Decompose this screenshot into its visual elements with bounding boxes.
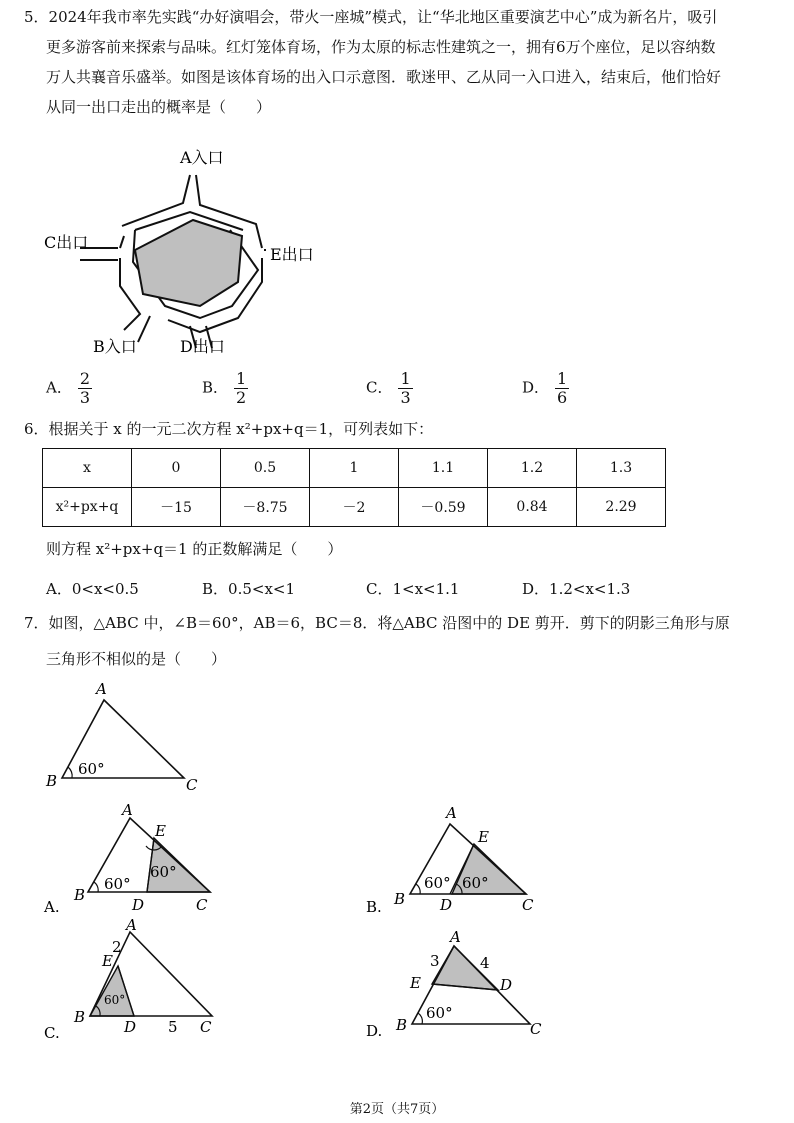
fraction-numerator: 2 <box>79 369 91 388</box>
option-letter: A． <box>46 378 72 397</box>
table-cell: 0 <box>132 449 221 488</box>
q5-line-1: 5．2024年我市率先实践“办好演唱会，带火一座城”模式，让“华北地区重要演艺中心”成为新名片，吸引 <box>24 8 718 26</box>
label-b-entrance: B入口 <box>93 337 137 356</box>
option-letter: D. <box>366 1022 383 1040</box>
q6-option-a[interactable]: A．0<x<0.5 <box>46 580 139 598</box>
vertex-d: D <box>124 1018 137 1036</box>
table-cell: 0.84 <box>488 488 577 527</box>
table-cell: 2.29 <box>577 488 666 527</box>
label-a-entrance: A入口 <box>180 148 224 167</box>
vertex-b: B <box>74 1008 86 1026</box>
figure-option-a[interactable] <box>43 801 210 916</box>
q6-question: 则方程 x²+px+q＝1 的正数解满足（ ） <box>46 540 343 558</box>
angle-label: 60° <box>424 874 451 892</box>
option-letter: A. <box>44 898 60 916</box>
vertex-e: E <box>478 828 489 846</box>
q6-option-b[interactable]: B．0.5<x<1 <box>202 580 296 598</box>
vertex-a: A <box>126 916 137 934</box>
table-cell: x <box>43 449 132 488</box>
option-letter: C． <box>366 378 393 397</box>
q5-line-3: 万人共襄音乐盛举。如图是该体育场的出入口示意图．歌迷甲、乙从同一入口进入，结束后，他们恰好 <box>46 68 722 86</box>
fraction-numerator: 1 <box>236 369 247 388</box>
figure-option-c[interactable] <box>44 916 212 1042</box>
length-label: 4 <box>480 954 490 972</box>
option-letter: B． <box>202 378 229 397</box>
q5-line-4: 从同一出口走出的概率是（ ） <box>46 98 272 116</box>
q6-stem: 6．根据关于 x 的一元二次方程 x²+px+q＝1，可列表如下： <box>24 420 434 438</box>
vertex-b: B <box>74 886 86 904</box>
length-label: 3 <box>430 952 440 970</box>
table-cell: －2 <box>310 488 399 527</box>
q7-line-1: 7．如图，△ABC 中，∠B＝60°，AB＝6，BC＝8．将△ABC 沿图中的 DE 剪开．剪下的阴影三角形与原 <box>24 614 730 632</box>
vertex-d: D <box>440 896 453 914</box>
table-cell: 1 <box>310 449 399 488</box>
vertex-c: C <box>186 776 198 794</box>
fraction-numerator: 1 <box>557 369 568 388</box>
angle-label: 60° <box>104 875 131 893</box>
vertex-d: D <box>132 896 145 914</box>
option-letter: C. <box>44 1024 60 1042</box>
table-cell: 0.5 <box>221 449 310 488</box>
q6-option-c[interactable]: C．1<x<1.1 <box>366 580 460 598</box>
table-cell: 1.1 <box>399 449 488 488</box>
page-footer: 第2页（共7页） <box>349 1102 445 1117</box>
vertex-e: E <box>410 974 421 992</box>
angle-label: 60° <box>150 863 177 881</box>
angle-label: 60° <box>462 874 489 892</box>
fraction-denominator: 2 <box>236 388 247 407</box>
vertex-e: E <box>102 952 113 970</box>
table-cell: －0.59 <box>399 488 488 527</box>
vertex-c: C <box>200 1018 212 1036</box>
option-letter: B. <box>366 898 382 916</box>
q7-line-2: 三角形不相似的是（ ） <box>46 650 227 668</box>
vertex-a: A <box>450 928 461 946</box>
label-d-exit: D出口 <box>180 337 225 356</box>
vertex-a: A <box>122 801 133 819</box>
table-cell: x²+px+q <box>43 488 132 527</box>
angle-label: 60° <box>104 993 126 1007</box>
table-cell: 1.2 <box>488 449 577 488</box>
vertex-c: C <box>530 1020 542 1038</box>
vertex-b: B <box>394 890 406 908</box>
fraction-denominator: 3 <box>79 388 91 407</box>
table-cell: －8.75 <box>221 488 310 527</box>
vertex-c: C <box>196 896 208 914</box>
label-c-exit: C出口 <box>44 233 89 252</box>
vertex-b: B <box>396 1016 408 1034</box>
table-cell: 1.3 <box>577 449 666 488</box>
q6-option-d[interactable]: D．1.2<x<1.3 <box>522 580 631 598</box>
fraction-numerator: 1 <box>400 369 411 388</box>
vertex-c: C <box>522 896 534 914</box>
vertex-e: E <box>155 822 166 840</box>
vertex-d: D <box>500 976 513 994</box>
label-e-exit: E出口 <box>270 245 314 264</box>
fraction-denominator: 3 <box>400 388 411 407</box>
figure-option-d[interactable] <box>366 928 542 1040</box>
q5-line-2: 更多游客前来探索与品味。红灯笼体育场，作为太原的标志性建筑之一，拥有6万个座位，足以容纳数 <box>46 38 716 56</box>
length-label: 2 <box>112 938 122 956</box>
fraction-denominator: 6 <box>557 388 568 407</box>
vertex-a: A <box>446 804 457 822</box>
figure-option-b[interactable] <box>366 804 534 916</box>
vertex-a: A <box>96 680 107 698</box>
angle-label: 60° <box>78 760 105 778</box>
vertex-b: B <box>46 772 58 790</box>
length-label: 5 <box>168 1018 178 1036</box>
table-cell: －15 <box>132 488 221 527</box>
angle-label: 60° <box>426 1004 453 1022</box>
option-letter: D． <box>522 378 550 397</box>
main-triangle <box>45 680 198 794</box>
